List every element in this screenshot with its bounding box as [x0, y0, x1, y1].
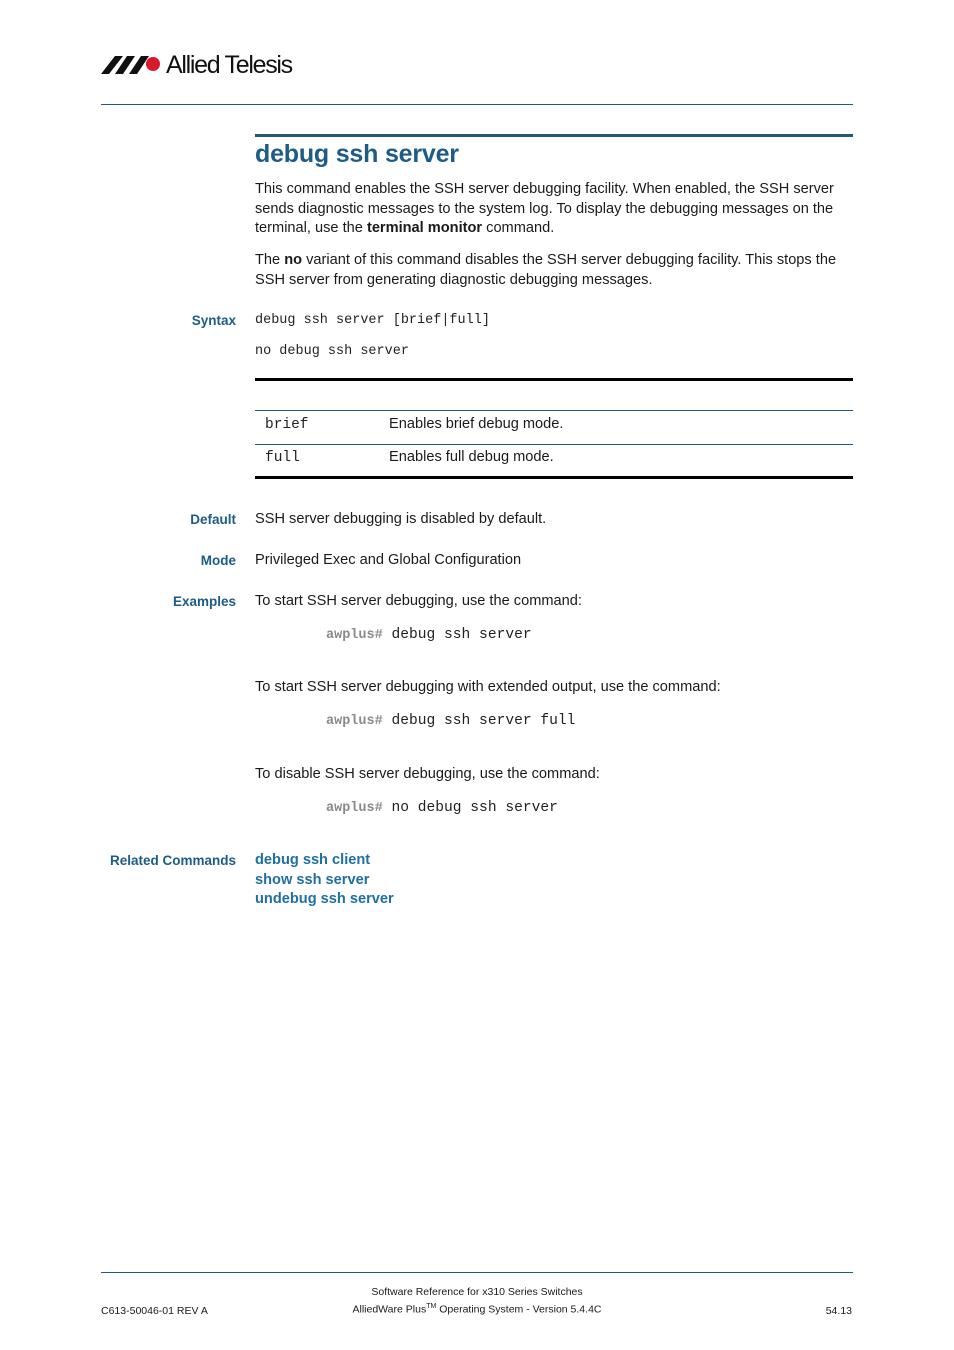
parameter-description: Enables brief debug mode.: [389, 416, 564, 432]
mode-label: Mode: [200, 553, 236, 568]
parameter-name: brief: [265, 417, 309, 433]
footer-os-name: AlliedWare Plus: [352, 1303, 427, 1316]
footer-title: Software Reference for x310 Series Switches: [371, 1286, 583, 1298]
cli-command: debug ssh server: [391, 627, 532, 643]
example-intro: To start SSH server debugging, use the command:: [255, 593, 582, 609]
footer-rule: [101, 1272, 853, 1273]
cli-prompt: awplus#: [326, 628, 383, 643]
mode-text: Privileged Exec and Global Configuration: [255, 552, 522, 568]
example-command: [326, 800, 558, 816]
company-logo: [101, 52, 301, 80]
intro-text: command.: [482, 220, 555, 236]
cli-prompt: awplus#: [326, 801, 383, 816]
example-intro: To start SSH server debugging with extended output, use the command:: [255, 679, 721, 695]
allied-telesis-logo-icon: [101, 54, 163, 76]
table-row-rule: [255, 444, 853, 445]
related-link-undebug-ssh-server[interactable]: undebug ssh server: [255, 891, 394, 907]
related-link-show-ssh-server[interactable]: show ssh server: [255, 872, 370, 888]
header-rule: [101, 104, 853, 105]
syntax-line: debug ssh server [brief|full]: [255, 313, 490, 328]
footer-version-text: Operating System - Version 5.4.4C: [436, 1303, 602, 1316]
intro-text: variant of this command disables the SSH server debugging facility. This stops the SSH server from generating diagnostic debugging messages.: [255, 252, 837, 288]
syntax-line: no debug ssh server: [255, 344, 409, 359]
table-top-rule: [255, 378, 853, 381]
cli-prompt: awplus#: [326, 714, 383, 729]
example-command: [326, 627, 532, 643]
footer-page-number: 54.13: [825, 1305, 852, 1317]
table-header-rule: [255, 410, 853, 411]
related-commands-label: Related Commands: [109, 853, 236, 868]
related-link-debug-ssh-client[interactable]: debug ssh client: [255, 852, 371, 868]
parameter-description: Enables full debug mode.: [389, 449, 554, 465]
default-text: SSH server debugging is disabled by default.: [255, 511, 547, 527]
example-command: [326, 713, 575, 729]
footer-doc-id: C613-50046-01 REV A: [101, 1305, 208, 1317]
logo-text: Allied Telesis: [166, 51, 292, 79]
examples-label: Examples: [172, 594, 236, 609]
intro-paragraph-2: [255, 251, 855, 290]
intro-bold-term: terminal monitor: [366, 220, 483, 236]
trademark-mark: TM: [426, 1303, 437, 1310]
example-intro: To disable SSH server debugging, use the command:: [255, 766, 600, 782]
default-label: Default: [190, 512, 236, 527]
parameter-name: full: [265, 450, 300, 466]
page-title: debug ssh server: [255, 140, 459, 168]
syntax-label: Syntax: [191, 313, 236, 328]
intro-paragraph-1: [255, 180, 855, 239]
intro-text: The: [255, 252, 285, 268]
intro-text: This command enables the SSH server debugging facility. When enabled, the SSH server sends diagnostic messages to the system log. To display the debugging messages on the terminal, use the: [255, 181, 834, 236]
footer-os-version: [0, 1303, 954, 1316]
cli-command: debug ssh server full: [391, 713, 576, 729]
title-rule: [255, 134, 853, 137]
cli-command: no debug ssh server: [391, 800, 558, 816]
table-bottom-rule: [255, 476, 853, 479]
intro-bold-term: no: [284, 252, 303, 268]
